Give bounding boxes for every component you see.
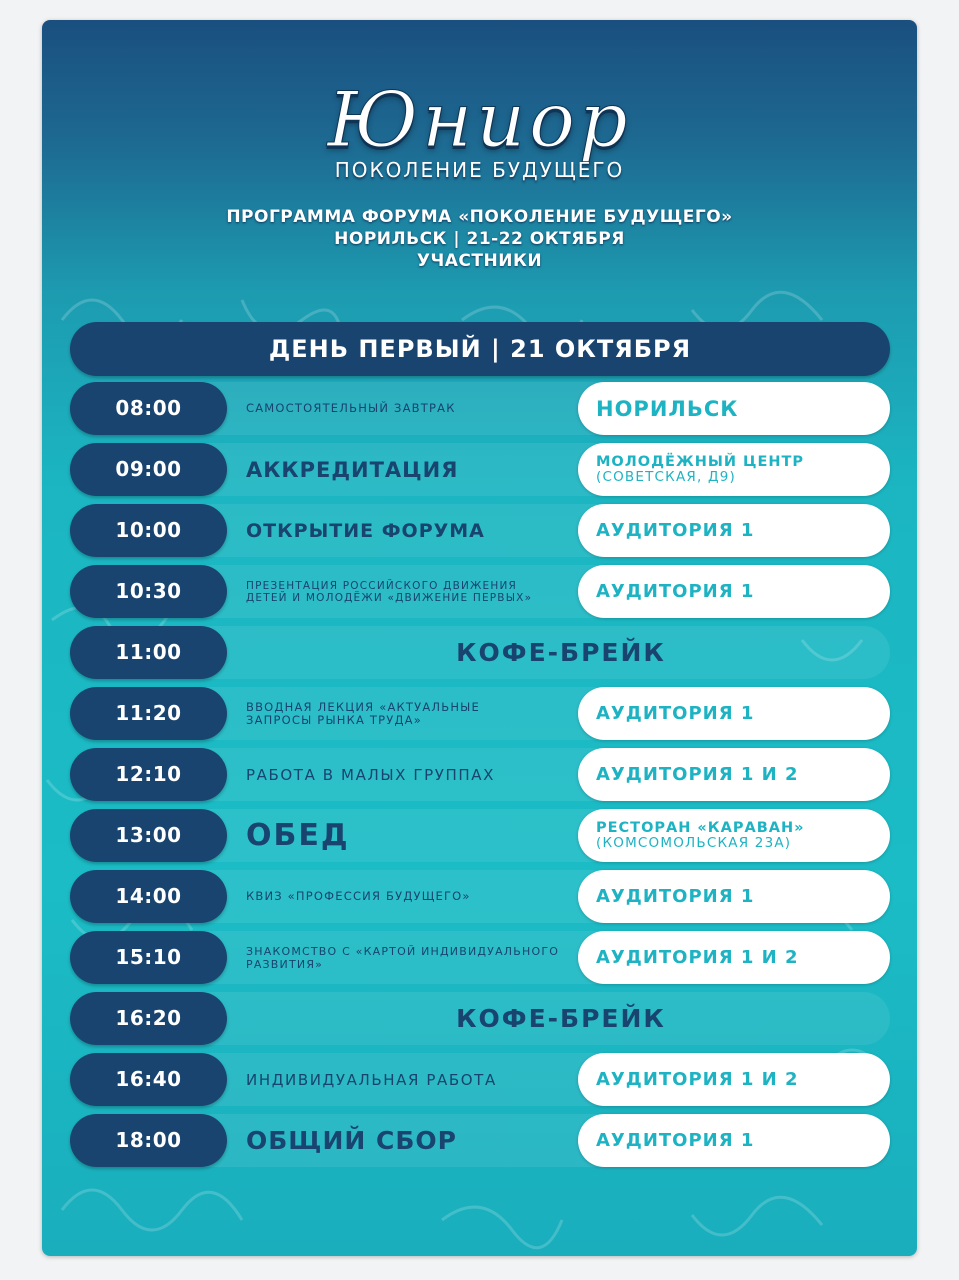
place-main: АУДИТОРИЯ 1 (596, 519, 755, 541)
event-label: ОБЕД (246, 818, 350, 853)
heading-line-3: УЧАСТНИКИ (416, 251, 543, 271)
place-main: АУДИТОРИЯ 1 (596, 580, 755, 602)
schedule-row (70, 1053, 890, 1106)
place-main: НОРИЛЬСК (596, 396, 739, 421)
event-label: ЗНАКОМСТВО С «КАРТОЙ ИНДИВИДУАЛЬНОГО РАЗВИТИЯ» (246, 944, 560, 971)
place-label (596, 1114, 886, 1167)
place-label (596, 565, 886, 618)
schedule-row (70, 1114, 890, 1167)
time-pill: 15:10 (70, 931, 227, 984)
event-label: АККРЕДИТАЦИЯ (246, 457, 459, 482)
place-main: АУДИТОРИЯ 1 (596, 885, 755, 907)
place-label (596, 443, 886, 496)
place-label (596, 870, 886, 923)
place-main: АУДИТОРИЯ 1 И 2 (596, 946, 799, 968)
event-label: КВИЗ «ПРОФЕССИЯ БУДУЩЕГО» (246, 889, 471, 903)
heading-line-1: ПРОГРАММА ФОРУМА «ПОКОЛЕНИЕ БУДУЩЕГО» (226, 207, 733, 227)
event-label: ОТКРЫТИЕ ФОРУМА (246, 519, 485, 542)
schedule-row (70, 382, 890, 435)
event-label: САМОСТОЯТЕЛЬНЫЙ ЗАВТРАК (246, 401, 456, 415)
program-heading (42, 206, 917, 272)
time-pill: 12:10 (70, 748, 227, 801)
schedule-row-break (70, 992, 890, 1045)
time-pill: 16:40 (70, 1053, 227, 1106)
time-pill: 10:00 (70, 504, 227, 557)
place-main: АУДИТОРИЯ 1 (596, 702, 755, 724)
event-label: КОФЕ-БРЕЙК (456, 1004, 666, 1033)
event-label: РАБОТА В МАЛЫХ ГРУППАХ (246, 765, 496, 784)
time-pill: 11:00 (70, 626, 227, 679)
place-label (596, 1053, 886, 1106)
heading-line-2: НОРИЛЬСК | 21-22 ОКТЯБРЯ (334, 229, 625, 249)
schedule-row (70, 687, 890, 740)
place-label (596, 504, 886, 557)
schedule-row (70, 870, 890, 923)
schedule-row (70, 931, 890, 984)
place-main: АУДИТОРИЯ 1 И 2 (596, 763, 799, 785)
schedule-row (70, 809, 890, 862)
schedule-row (70, 565, 890, 618)
place-sub: (СОВЕТСКАЯ, Д9) (596, 469, 736, 485)
schedule-row (70, 443, 890, 496)
place-main: АУДИТОРИЯ 1 (596, 1129, 755, 1151)
event-label: ИНДИВИДУАЛЬНАЯ РАБОТА (246, 1070, 497, 1089)
time-pill: 18:00 (70, 1114, 227, 1167)
time-pill: 09:00 (70, 443, 227, 496)
schedule-poster (42, 20, 917, 1256)
time-pill: 10:30 (70, 565, 227, 618)
logo (42, 72, 917, 168)
logo-wordmark: Юниор (327, 75, 632, 164)
time-pill: 13:00 (70, 809, 227, 862)
schedule-row (70, 504, 890, 557)
event-label: КОФЕ-БРЕЙК (456, 638, 666, 667)
place-label (596, 809, 886, 862)
time-pill: 11:20 (70, 687, 227, 740)
event-label: ПРЕЗЕНТАЦИЯ РОССИЙСКОГО ДВИЖЕНИЯ ДЕТЕЙ И МОЛОДЁЖИ «ДВИЖЕНИЕ ПЕРВЫХ» (246, 579, 533, 604)
event-label: ВВОДНАЯ ЛЕКЦИЯ «АКТУАЛЬНЫЕ ЗАПРОСЫ РЫНКА ТРУДА» (246, 699, 480, 727)
place-main: МОЛОДЁЖНЫЙ ЦЕНТР (596, 454, 805, 470)
place-label (596, 382, 886, 435)
day-header: ДЕНЬ ПЕРВЫЙ | 21 ОКТЯБРЯ (70, 322, 890, 376)
schedule-row-break (70, 626, 890, 679)
place-main: АУДИТОРИЯ 1 И 2 (596, 1068, 799, 1090)
place-label (596, 931, 886, 984)
schedule-row (70, 748, 890, 801)
place-label (596, 687, 886, 740)
event-label: ОБЩИЙ СБОР (246, 1126, 457, 1155)
place-main: РЕСТОРАН «КАРАВАН» (596, 820, 805, 836)
place-label (596, 748, 886, 801)
logo-subtitle: ПОКОЛЕНИЕ БУДУЩЕГО (334, 158, 625, 182)
place-sub: (КОМСОМОЛЬСКАЯ 23А) (596, 835, 792, 851)
time-pill: 16:20 (70, 992, 227, 1045)
time-pill: 14:00 (70, 870, 227, 923)
time-pill: 08:00 (70, 382, 227, 435)
